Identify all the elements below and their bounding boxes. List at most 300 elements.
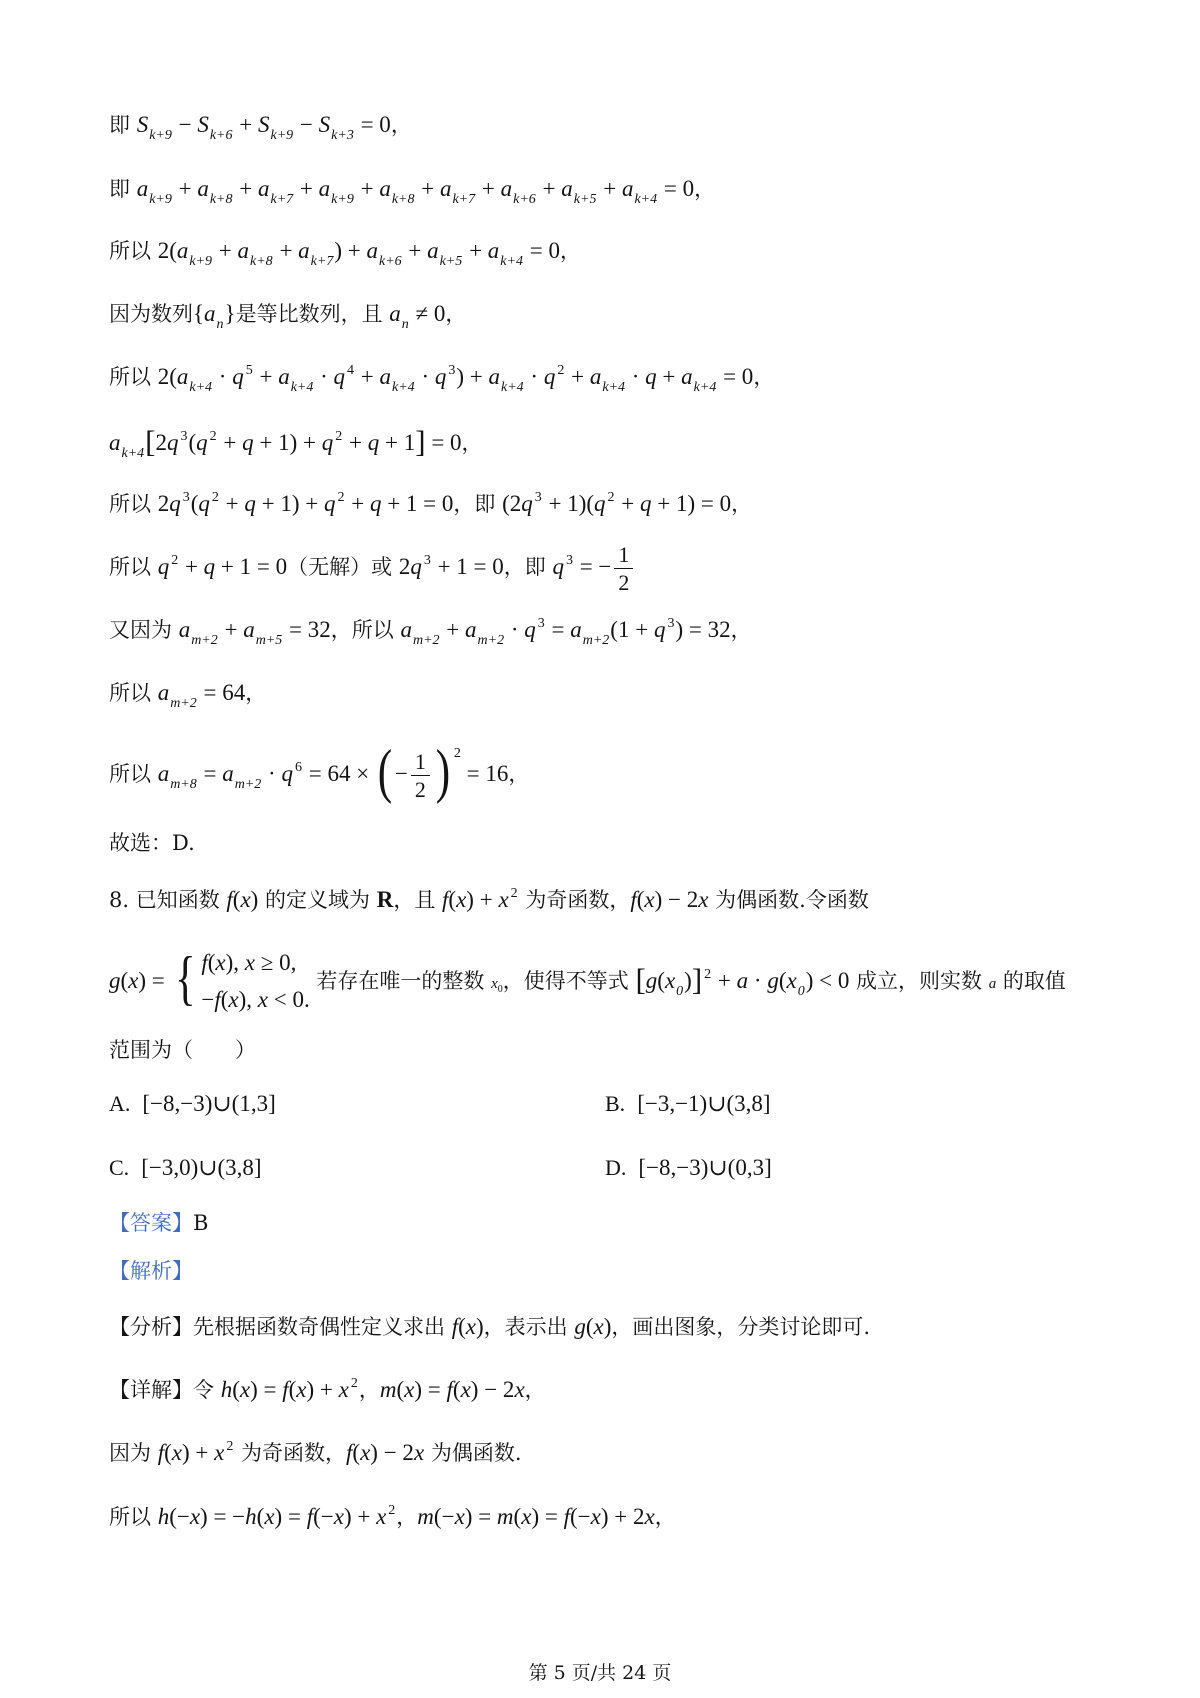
subscript: k+4 [121,446,145,461]
math-variable: h [245,1504,257,1529]
math-expression: + [712,968,737,993]
math-expression: (− [313,1504,334,1529]
text-run: 范围为（ ） [109,1038,256,1062]
math-expression: · [262,761,282,786]
math-variable: q [653,617,666,642]
math-expression: + [343,430,368,455]
text-run: 所以 [109,762,158,786]
text-run: 故选：D. [109,831,195,855]
math-expression: 2 [155,430,167,455]
math-variable: x [498,887,509,912]
subscript: k+6 [513,192,536,207]
math-expression: ) + 2 [600,1504,645,1529]
superscript: 2 [350,1376,358,1391]
math-expression: ( [636,887,645,912]
math-expression: [−3,−1)∪(3,8] [637,1091,771,1116]
math-variable: a [427,238,439,263]
math-variable: f [157,1440,165,1465]
math-expression: + 1) + [253,430,322,455]
text-run: ， [396,1505,418,1529]
subscript: k+9 [331,192,354,207]
text-run: ， [245,681,267,705]
text-run: ， [508,762,530,786]
text-run: ， [753,365,775,389]
math-expression: ) = [531,1504,564,1529]
math-expression: (2 [502,491,522,516]
math-expression: ≥ 0, [255,950,297,975]
superscript: 3 [180,429,188,444]
math-variable: a [621,176,634,201]
math-variable: x [456,887,467,912]
math-variable: g [574,1314,586,1339]
math-expression: + [463,238,488,263]
detail-line-2 [109,1437,522,1473]
question-stem-line-2 [109,940,1066,1024]
text-run: 因为数列 [109,302,193,326]
math-expression: = 0 [523,238,560,263]
math-variable: q [410,554,422,579]
superscript: 2 [453,746,461,761]
text-run: ， [694,177,716,201]
math-expression: (− [569,1504,591,1529]
math-expression: = [197,761,223,786]
math-variable: x [239,1377,251,1402]
subscript: 0 [797,984,805,999]
text-run: 8. 已知函数 [109,888,227,912]
text-run: 成立，则实数 [849,969,989,993]
subscript-small: 0 [497,984,503,995]
math-variable: a [243,617,255,642]
subscript: k+9 [270,128,294,143]
math-expression: + [656,364,682,389]
math-expression: ) = [138,968,171,993]
text-run: 为偶函数. [424,1441,522,1465]
math-variable: x [215,950,226,975]
math-expression: ) [603,1314,612,1339]
text-run: 所以 [109,365,158,389]
math-variable: x [360,1440,371,1465]
math-variable: x [644,887,655,912]
section-label: 【解析】 [109,1259,193,1283]
math-variable: x [465,1314,476,1339]
math-variable: q [196,430,208,455]
math-expression: · [505,617,525,642]
math-expression: ), [225,950,245,975]
math-variable: q [244,491,256,516]
subscript: k+8 [250,254,273,269]
subscript: n [216,317,224,332]
text-run: 即 [109,177,137,201]
option-content [638,1156,771,1181]
solution-line-5 [109,361,774,397]
text-run: ，即 [503,555,553,579]
math-expression: ) = [414,1377,447,1402]
math-expression: ) = − [200,1504,246,1529]
superscript: 2 [226,1439,234,1454]
subscript: k+9 [149,192,172,207]
math-expression: ) − 2 [654,887,699,912]
math-variable: a [318,176,331,201]
subscript: m+2 [170,696,197,711]
math-expression: = 0 [658,176,695,201]
text-run: 的取值 [996,969,1066,993]
math-variable: a [109,430,121,455]
math-variable: q [434,364,447,389]
math-expression: + [233,176,258,201]
math-expression: ( [207,950,216,975]
math-expression: + [354,176,380,201]
math-expression: + [233,112,258,137]
fraction [411,748,430,803]
math-expression: ) = 32 [675,617,731,642]
subscript: k+5 [573,192,597,207]
solution-line-11 [109,739,529,813]
option-content [141,1156,261,1181]
subscript: k+4 [693,380,717,395]
option-content [637,1092,770,1117]
math-variable: a [222,761,234,786]
math-expression: + [218,617,244,642]
math-variable: m [496,1504,514,1529]
math-variable: f [282,1377,289,1402]
superscript: 2 [388,1503,396,1518]
text-run: 若存在唯一的整数 [309,969,492,993]
math-variable: f [306,1504,314,1529]
math-expression: + [597,176,622,201]
math-expression: ≠ 0 [409,301,446,326]
math-variable: a [298,238,310,263]
math-variable: a [237,238,250,263]
math-variable: q [232,364,244,389]
math-expression: + 1 = 0 [215,554,288,579]
subscript: k+8 [209,192,233,207]
solution-line-6 [109,424,483,463]
math-expression: ) + [306,1377,339,1402]
superscript: 2 [510,886,518,901]
math-expression: ( [288,1377,297,1402]
math-variable: a [736,968,749,993]
math-variable: x [240,887,251,912]
math-variable: a [379,176,391,201]
math-variable: x [244,950,256,975]
subscript: k+9 [149,128,172,143]
bold-symbol: R [376,887,394,912]
math-expression: · [524,364,544,389]
math-expression: ( [190,491,199,516]
subscript: k+5 [439,254,463,269]
math-variable: x [333,1504,344,1529]
math-expression: = 16 [460,761,509,786]
math-variable: q [333,364,346,389]
superscript: 2 [335,429,343,444]
math-expression: 2( [157,238,177,263]
text-run: 【详解】令 [109,1378,221,1402]
math-variable: a [197,176,209,201]
subscript: k+6 [209,128,233,143]
math-expression: = [545,617,571,642]
solution-line-1 [109,109,412,145]
math-variable: a [278,364,290,389]
math-variable: S [258,112,270,137]
math-expression: ( [778,968,787,993]
math-variable: a [389,301,401,326]
math-expression: · [415,364,435,389]
piecewise-cases [201,945,309,1019]
math-expression: { [193,301,205,326]
subscript: k+7 [270,192,294,207]
answer-line [109,1207,208,1240]
math-expression: 2 [398,554,411,579]
math-variable: q [198,491,210,516]
math-expression: ) [684,968,692,993]
math-variable: f [201,950,208,975]
math-variable: q [157,554,170,579]
text-run: 即 [109,113,137,137]
math-expression: ) + [334,238,367,263]
math-variable: a [379,364,392,389]
math-variable: a [178,617,191,642]
superscript: 4 [347,363,355,378]
math-variable: a [258,176,270,201]
large-delimiter: { [174,945,196,1011]
math-variable: a [136,176,149,201]
math-expression: ) [475,1314,484,1339]
solution-line-2 [109,173,715,209]
subscript: k+4 [634,192,658,207]
math-variable: a [400,617,412,642]
math-variable: q [543,364,556,389]
superscript: 3 [537,616,545,631]
math-expression: ) = [250,1377,283,1402]
math-expression: ) + [456,364,489,389]
math-expression: + [172,176,198,201]
math-variable: x [228,987,239,1012]
math-expression: ( [188,430,197,455]
math-variable: x [454,1504,465,1529]
math-variable: h [157,1504,170,1529]
large-delimiter: ( [377,738,393,804]
subscript: k+4 [501,380,524,395]
math-expression: ( [513,1504,522,1529]
math-expression: + [253,364,279,389]
math-expression: + [355,364,380,389]
answer-choice-line [109,827,195,860]
math-expression: ( [396,1377,405,1402]
text-run: B [193,1211,209,1235]
math-expression: ), [238,987,258,1012]
math-variable: q [242,430,254,455]
solution-line-7 [109,488,752,524]
math-expression: ( [232,887,241,912]
math-variable: q [323,491,336,516]
math-expression: = − [573,554,612,579]
subscript: k+4 [500,254,523,269]
math-expression: (− [433,1504,455,1529]
math-expression: − [201,987,215,1012]
case-row [201,945,309,982]
superscript: 3 [534,490,542,505]
math-variable: S [197,112,209,137]
option-b [605,1088,771,1121]
explanation-heading [109,1255,193,1288]
superscript: 3 [448,363,456,378]
text-run: 【分析】先根据函数奇偶性定义求出 [109,1315,452,1339]
math-variable: x [404,1377,415,1402]
math-variable: g [767,968,779,993]
analysis-line [109,1311,870,1344]
math-variable: q [645,364,657,389]
math-expression: + 1 = 0 [431,554,504,579]
math-expression: + [402,238,428,263]
subscript: m+8 [170,777,197,792]
text-run: ， [731,492,753,516]
math-variable: q [167,430,179,455]
math-variable: a [589,364,602,389]
text-run: 是等比数列，且 [235,302,390,326]
option-label: B. [605,1091,626,1116]
subscript: k+4 [189,380,213,395]
subscript: k+9 [189,254,213,269]
math-variable: a [157,761,170,786]
math-expression: · [314,364,334,389]
math-expression: = 64 [197,680,246,705]
detail-line-1 [109,1374,546,1410]
math-variable: a [570,617,582,642]
math-expression: = 0 [425,430,462,455]
subscript: k+4 [602,380,625,395]
math-expression: ( [352,1440,361,1465]
text-run: ，且 [393,888,443,912]
math-expression: + 1) + [255,491,324,516]
math-variable: m [379,1377,397,1402]
detail-line-3 [109,1501,676,1537]
math-variable: a [157,680,170,705]
text-run: 的定义域为 [258,888,377,912]
math-expression: ( [452,1377,461,1402]
text-run: ， [358,1378,380,1402]
subscript: m+2 [477,633,505,648]
subscript: m+2 [234,777,262,792]
math-expression: 2 [157,491,170,516]
math-expression: · [748,968,768,993]
math-variable: f [226,887,233,912]
option-label: A. [109,1091,131,1116]
math-variable: x [664,968,676,993]
math-variable: q [281,761,293,786]
math-expression: + [345,491,370,516]
math-variable: f [451,1314,459,1339]
math-variable: x [376,1504,387,1529]
text-run: 所以 [109,492,158,516]
math-variable: x [264,1504,275,1529]
math-expression: 2( [157,364,177,389]
math-variable: g [645,968,658,993]
math-expression: [−3,0)∪(3,8] [141,1155,262,1180]
superscript: 3 [667,616,675,631]
math-expression: [−8,−3)∪(0,3] [638,1155,772,1180]
fraction-denominator: 2 [414,776,426,802]
math-expression: ) = [464,1504,497,1529]
math-expression: < 0. [268,987,310,1012]
subscript: k+4 [290,380,314,395]
subscript: k+3 [331,128,354,143]
math-expression: ( [585,1314,594,1339]
math-expression: + [476,176,501,201]
text-run: 为奇函数， [234,1441,347,1465]
math-variable: f [630,887,637,912]
math-expression: + [294,176,319,201]
math-expression: ( [164,1440,172,1465]
superscript: 2 [704,967,712,982]
fraction-denominator: 2 [618,569,630,595]
text-run: 所以 [109,1505,158,1529]
math-variable-small: x [491,976,498,992]
math-variable: q [203,554,216,579]
math-variable: a [204,301,216,326]
math-expression: ) + [181,1440,215,1465]
subscript: m+5 [255,633,283,648]
text-run: ， [461,431,483,455]
math-expression: + [213,238,238,263]
subscript: m+2 [582,633,610,648]
math-variable: x [257,987,268,1012]
math-variable: f [214,987,221,1012]
math-variable: x [189,1504,201,1529]
math-variable: a [487,238,500,263]
math-expression: ( [448,887,457,912]
math-variable: q [367,430,380,455]
option-a [109,1088,276,1121]
math-expression: + [415,176,440,201]
text-run: ，即 [453,492,503,516]
math-expression: = 32 [283,617,331,642]
math-variable: a [681,364,693,389]
text-run: （无解）或 [287,555,399,579]
superscript: 2 [557,363,565,378]
subscript: k+8 [391,192,415,207]
superscript: 6 [294,760,302,775]
math-expression: · [213,364,233,389]
math-expression: ) + [466,887,499,912]
math-expression: ) [250,887,259,912]
text-run: ， [524,1378,546,1402]
question-stem-line-3 [109,1034,256,1067]
math-expression: + 1)( [542,491,595,516]
math-expression: (− [169,1504,190,1529]
math-variable: x [698,887,709,912]
text-run: ， [730,618,752,642]
subscript: k+4 [392,380,415,395]
fraction-numerator: 1 [614,541,633,569]
math-expression: + [179,554,204,579]
math-variable: q [640,491,652,516]
math-expression: ( [220,987,229,1012]
math-variable: f [442,887,449,912]
math-variable: h [220,1377,233,1402]
math-variable: f [346,1440,353,1465]
text-run: ，所以 [330,618,401,642]
math-expression: ( [458,1314,466,1339]
text-run: ，画出图象，分类讨论即可. [611,1315,871,1339]
text-run: ， [445,302,467,326]
superscript: 2 [171,553,179,568]
math-variable: S [136,112,149,137]
superscript: 5 [245,363,253,378]
text-run: 所以 [109,239,158,263]
superscript: 2 [607,490,615,505]
math-expression: · [626,364,646,389]
math-expression: = 0 [717,364,754,389]
